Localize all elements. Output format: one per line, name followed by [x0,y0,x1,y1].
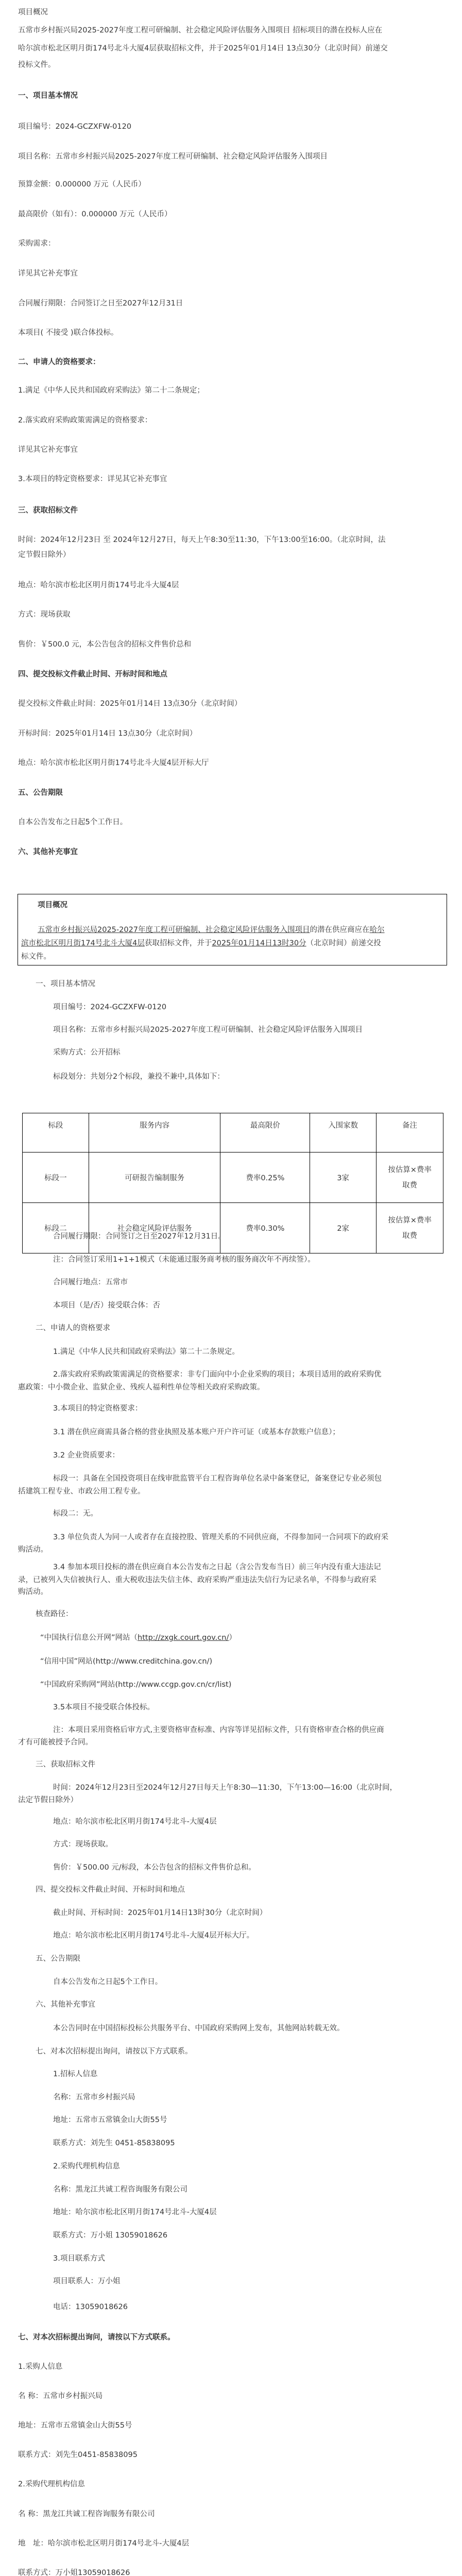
overview-text: 五常市乡村振兴局2025-2027年度工程可研编制、社会稳定风险评估服务入围项目 招标项目的潜在投标人应在 [18,26,383,35]
project-number: 项目编号：2024-GCZXFW-0120 [18,123,132,131]
table-header: 入围家数 [310,1113,377,1153]
obtain-place: 地点：哈尔滨市松北区明月街174号北斗大厦4层 [18,581,179,589]
procurement-method: 采购方式：公开招标 [53,1048,121,1057]
table-cell: 2家 [310,1203,377,1253]
requirement-item: 3.本项目的特定资格要求：详见其它补充事宜 [18,475,167,483]
requirement-item: 2.落实政府采购政策需满足的资格要求： [18,416,152,425]
obtain-time: 定节假日除外） [18,551,71,559]
requirement-item: 标段二：无。 [53,1510,98,1518]
contact-name: 名 称：黑龙江共诚工程咨询服务有限公司 [18,2510,155,2518]
section-heading-4: 四、提交投标文件截止时间、开标时间和地点 [18,670,167,679]
contact-name: 名称：五常市乡村振兴局 [53,2093,135,2102]
consortium-note: 本项目( 不接受 )联合体投标。 [18,329,118,337]
opening-time: 开标时间：2025年01月14日 13点30分（北京时间） [18,730,197,738]
requirement-item: 2.落实政府采购政策需满足的资格要求：非专门面向中小企业采购的项目；本项目适用的政府采购优 [53,1370,382,1379]
overview-title: 项目概况 [18,8,48,16]
requirement-item: 3.4 参加本项目投标的潜在供应商自本公告发布之日起（含公告发布当日）前三年内没有重大违法记 [53,1563,381,1571]
table-header-row [23,1113,443,1153]
overview-text: 哈尔滨市松北区明月街174号北斗大厦4层获取招标文件，并于2025年01月14日 13点30分（北京时间）前递交 [18,44,388,53]
section-heading-7: 七、对本次招标提出询问，请按以下方式联系。 [18,2333,175,2342]
table-cell [377,1203,443,1253]
section-heading-3: 三、获取招标文件 [36,1760,95,1769]
table-cell-note: 按估算×费率 取费 [388,1165,432,1190]
box-text: 的潜在供应商应在 [310,926,370,934]
announcement-period: 自本公告发布之日起5个工作日。 [18,818,128,826]
requirement-item: 1.满足《中华人民共和国政府采购法》第二十二条规定； [18,386,204,395]
requirement-item: 3.本项目的特定资格要求： [53,1404,143,1413]
publication-note: 本公告同时在中国招标投标公共服务平台、中国政府采购网上发布，其他网站转载无效。 [53,2024,345,2032]
obtain-method: 方式：现场获取。 [53,1840,113,1849]
section-heading-5: 五、公告期限 [18,789,63,797]
box-place: 滨市松北区明月街174号北斗大厦4层 [21,939,145,947]
section-heading-4: 四、提交投标文件截止时间、开标时间和地点 [36,1886,185,1894]
check-path-label: 核查路径： [36,1610,73,1618]
contact-phone: 联系方式：刘先生0451-85838095 [18,2451,138,2459]
box-text-line [38,925,385,935]
section-heading-1: 一、项目基本情况 [18,92,78,100]
obtain-time: 时间：2024年12月23日 至 2024年12月27日，每天上午8:30至11:30，下午13:00至16:00。（北京时间，法 [18,536,386,544]
table-cell: 费率0.30% [220,1203,310,1253]
demand-label: 采购需求： [18,240,56,248]
contact-address: 地址：哈尔滨市松北区明月街174号北斗-大厦4层 [53,2208,217,2216]
requirement-item: 括建筑工程专业、市政公用工程专业。 [18,1487,145,1496]
announcement-period: 自本公告发布之日起5个工作日。 [53,1978,163,1986]
contract-note: 注：合同签订采用1+1+1模式（未能通过服务商考核的服务商次年不再续签）。 [53,1256,315,1264]
table-row [23,1153,443,1203]
obtain-method: 方式：现场获取 [18,611,71,619]
table-cell: 费率0.25% [220,1153,310,1203]
contact-phone: 联系方式：刘先生 0451-85838095 [53,2139,175,2147]
requirement-item: 惠政策：中小微企业、监狱企业、残疾人福利性单位等相关政府采购政策。 [18,1383,265,1392]
budget-amount: 预算金额：0.000000 万元（人民币） [18,180,146,189]
deadline-time: 截止时间、开标时间：2025年01月14日13时30分（北京时间） [53,1909,267,1917]
section-heading-5: 五、公告期限 [36,1955,80,1963]
requirement-item: 3.3 单位负责人为同一人或者存在直接控股、管理关系的不同供应商，不得参加同一合同项下的政府采 [53,1533,389,1541]
table-cell [377,1153,443,1203]
obtain-price: 售价：￥500.00 元/标段，本公告包含的招标文件售价总和。 [53,1863,256,1872]
table-header: 最高限价 [220,1113,310,1153]
section-heading-2: 二、申请人的资格要求： [18,358,100,366]
table-cell: 标段一 [23,1153,89,1203]
box-project-name: 五常市乡村振兴局2025-2027年度工程可研编制、社会稳定风险评估服务入围项目 [38,926,310,934]
table-cell-note: 按估算×费率 取费 [388,1216,432,1240]
check-path-item [40,1633,236,1643]
table-cell: 3家 [310,1153,377,1203]
box-place: 哈尔 [369,926,385,934]
requirement-item: 购活动。 [18,1588,48,1596]
contact-group-title: 2.采购代理机构信息 [53,2162,120,2171]
contact-name: 名称：黑龙江共诚工程咨询服务有限公司 [53,2185,187,2194]
requirement-item: 1.满足《中华人民共和国政府采购法》第二十二条规定。 [53,1348,239,1356]
max-price: 最高限价（如有）：0.000000 万元（人民币） [18,210,172,218]
box-deadline: 2025年01月14日13时30分 [212,939,306,947]
box-title: 项目概况 [38,901,67,909]
section-heading-3: 三、获取招标文件 [18,506,78,515]
overview-text: 投标文件。 [18,61,56,69]
contact-group-title: 2.采购代理机构信息 [18,2480,85,2488]
contact-address: 地址：五常市五常镇金山大街55号 [53,2116,167,2124]
section-heading-2: 二、申请人的资格要求 [36,1324,110,1332]
box-text: 获取招标文件，并于 [144,939,212,947]
box-text-line [21,938,381,948]
check-path-item: “中国政府采购网”网站(http://www.ccgp.gov.cn/cr/list) [40,1681,232,1689]
box-text-line: 标文件。 [21,953,51,961]
requirement-item: 录，已被列入失信被执行人、重大税收违法失信主体、政府采购严重违法失信行为记录名单，不得参与政府采 [18,1576,377,1584]
contact-group-title: 1.采购人信息 [18,2363,63,2371]
requirement-item: 购活动。 [18,1546,48,1554]
section-heading-6: 六、其他补充事宜 [36,2001,95,2009]
table-cell: 社会稳定风险评估服务 [89,1203,220,1253]
table-header: 标段 [23,1113,89,1153]
project-name: 项目名称：五常市乡村振兴局2025-2027年度工程可研编制、社会稳定风险评估服务入围项目 [18,152,328,161]
box-text: （北京时间）前递交投 [306,939,381,947]
table-cell: 可研报告编制服务 [89,1153,220,1203]
contact-phone: 联系方式：万小姐 13059018626 [53,2231,168,2240]
check-path-text: ） [229,1634,236,1642]
requirement-item: 3.5本项目不接受联合体投标。 [53,1703,155,1711]
contract-period: 合同履行期限：合同签订之日至2027年12月31日 [18,299,183,308]
requirement-item: 3.2 企业资质要求： [53,1451,120,1460]
project-number: 项目编号：2024-GCZXFW-0120 [53,1003,167,1011]
table-row [23,1203,443,1253]
contact-group-title: 3.项目联系方式 [53,2255,105,2263]
contact-address: 地 址：哈尔滨市松北区明月街174号北斗-大厦4层 [18,2539,190,2548]
check-path-text: “中国执行信息公开网”网站（ [40,1634,138,1642]
table-cell: 标段二 [23,1203,89,1253]
project-contact-phone: 电话：13059018626 [53,2303,128,2311]
contact-name: 名 称：五常市乡村振兴局 [18,2392,103,2400]
consortium-note: 本项目（是/否）接受联合体：否 [53,1301,160,1310]
section-heading-1: 一、项目基本情况 [36,980,95,988]
requirement-item: 标段一：具备在全国投资项目在线审批监管平台工程咨询单位名录中备案登记，备案登记专业必须包 [53,1475,382,1483]
project-name: 项目名称：五常市乡村振兴局2025-2027年度工程可研编制、社会稳定风险评估服务入围项目 [53,1026,363,1034]
submission-deadline: 提交投标文件截止时间：2025年01月14日 13点30分（北京时间） [18,700,242,708]
opening-place: 地点：哈尔滨市松北区明月街174号北斗-大厦4层开标大厅。 [53,1931,254,1940]
section-heading-7: 七、对本次招标提出询问，请按以下方式联系。 [36,2047,193,2056]
contract-place: 合同履行地点：五常市 [53,1278,128,1286]
requirement-value: 详见其它补充事宜 [18,446,78,454]
demand-value: 详见其它补充事宜 [18,269,78,278]
court-link[interactable]: http://zxgk.court.gov.cn/ [138,1634,229,1642]
section-heading-6: 六、其他补充事宜 [18,848,78,856]
qualification-note: 才有可能被授予合同。 [18,1738,93,1747]
obtain-place: 地点：哈尔滨市松北区明月街174号北斗-大厦4层 [53,1818,217,1826]
contact-phone: 联系方式：万小姐13059018626 [18,2569,130,2576]
project-contact-person: 项目联系人：万小姐 [53,2277,121,2285]
qualification-note: 注：本项目采用资格后审方式,主要资格审查标准、内容等详见招标文件，只有资格审查合格的供应商 [53,1726,384,1734]
check-path-item: “信用中国”网站(http://www.creditchina.gov.cn/) [40,1657,213,1666]
lots-intro: 标段划分：共划分2个标段，兼投不兼中,具体如下： [53,1073,225,1081]
obtain-time: 法定节假日除外） [18,1796,78,1804]
contact-group-title: 1.招标人信息 [53,2070,98,2078]
obtain-price: 售价：￥500.0 元，本公告包含的招标文件售价总和 [18,640,192,649]
contact-address: 地址：五常市五常镇金山大街55号 [18,2421,132,2430]
obtain-time: 时间：2024年12月23日至2024年12月27日每天上午8:30—11:30，下午13:00—16:00（北京时间， [53,1784,398,1792]
contract-period: 合同履行期限：合同签订之日至2027年12月31日。 [53,1232,226,1241]
opening-place: 地点：哈尔滨市松北区明月街174号北斗大厦4层开标大厅 [18,759,209,767]
requirement-item: 3.1 潜在供应商需具备合格的营业执照及基本账户开户许可证（或基本存款账户信息）； [53,1428,340,1436]
table-header: 备注 [377,1113,443,1153]
table-header: 服务内容 [89,1113,220,1153]
